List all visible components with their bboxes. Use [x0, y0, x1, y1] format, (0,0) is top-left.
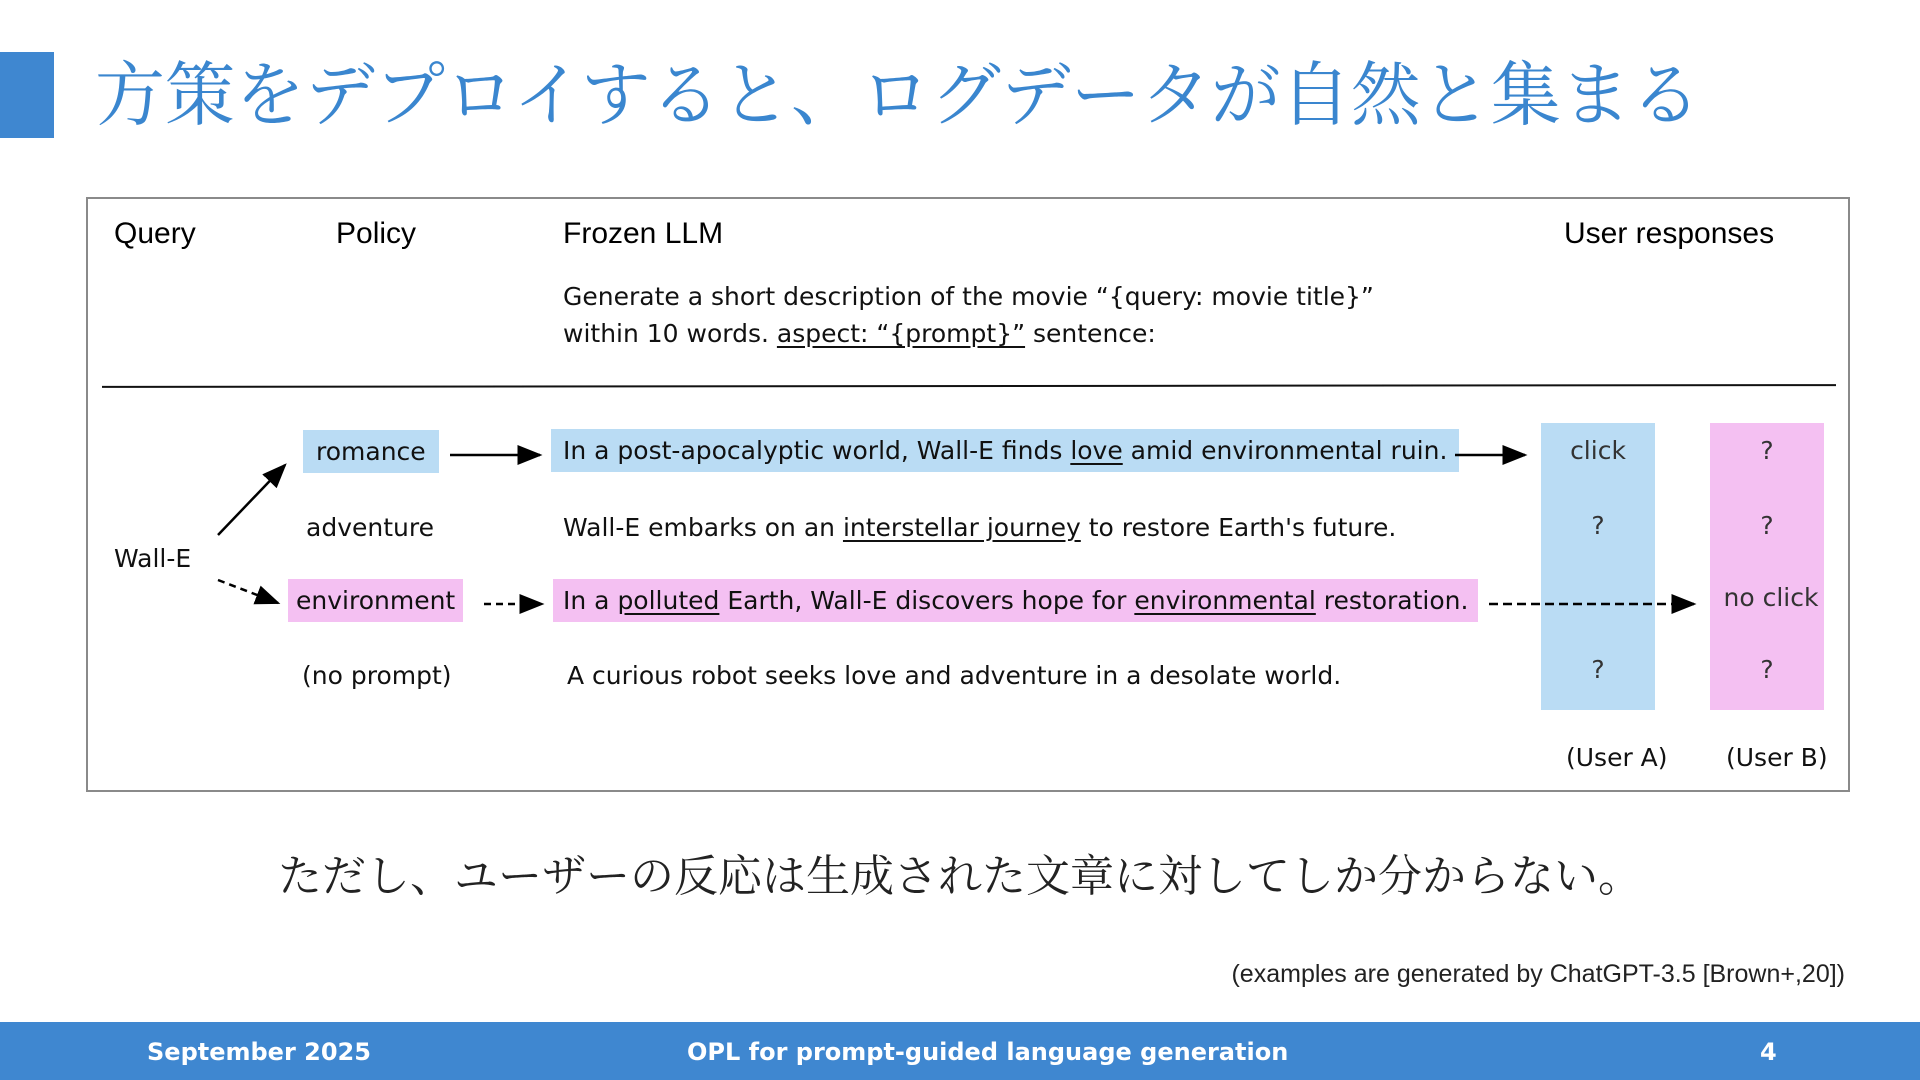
footer-bar [0, 1022, 1920, 1080]
footer-talk-title: OPL for prompt-guided language generation [687, 1038, 1289, 1066]
source-note: (examples are generated by ChatGPT-3.5 [Brown+,20]) [1231, 960, 1845, 988]
user-b-label: (User B) [1726, 743, 1828, 772]
output-environment: In a polluted Earth, Wall-E discovers hope for environmental restoration. [553, 579, 1478, 622]
policy-adventure: adventure [306, 513, 434, 542]
output-romance: In a post-apocalyptic world, Wall-E finds love amid environmental ruin. [551, 429, 1459, 472]
user-b-response-no-prompt: ? [1760, 655, 1774, 684]
prompt-template-line-2: within 10 words. aspect: “{prompt}” sentence: [563, 319, 1156, 348]
user-a-response-romance: click [1570, 436, 1626, 465]
user-a-response-no-prompt: ? [1591, 655, 1605, 684]
title-accent-bar [0, 52, 54, 138]
policy-romance: romance [303, 430, 439, 473]
arrow-query-to-romance [218, 465, 285, 535]
query-value: Wall-E [114, 544, 192, 573]
user-a-label: (User A) [1566, 743, 1668, 772]
footer-date: September 2025 [147, 1038, 371, 1066]
policy-environment: environment [288, 579, 463, 622]
header-user-responses: User responses [1564, 217, 1775, 250]
arrow-query-to-environment [218, 580, 278, 603]
figure-panel [86, 197, 1850, 792]
user-b-response-romance: ? [1760, 436, 1774, 465]
flow-arrows [88, 199, 1852, 794]
policy-no-prompt: (no prompt) [302, 661, 452, 690]
slide-caption: ただし、ユーザーの反応は生成された文章に対してしか分からない。 [278, 851, 1642, 902]
header-query: Query [114, 217, 196, 250]
header-frozen-llm: Frozen LLM [563, 217, 724, 250]
slide-title: 方策をデプロイすると、ログデータが自然と集まる [95, 54, 1701, 136]
user-b-response-environment: no click [1723, 583, 1819, 612]
output-adventure: Wall-E embarks on an interstellar journey to restore Earth's future. [563, 513, 1397, 542]
footer-page-number: 4 [1760, 1038, 1777, 1066]
user-a-response-adventure: ? [1591, 511, 1605, 540]
output-no-prompt: A curious robot seeks love and adventure in a desolate world. [567, 661, 1342, 690]
header-policy: Policy [336, 217, 417, 250]
aspect-placeholder: aspect: “{prompt}” [776, 319, 1026, 348]
prompt-template-line-1: Generate a short description of the movie “{query: movie title}” [563, 282, 1374, 311]
user-b-response-adventure: ? [1760, 511, 1774, 540]
